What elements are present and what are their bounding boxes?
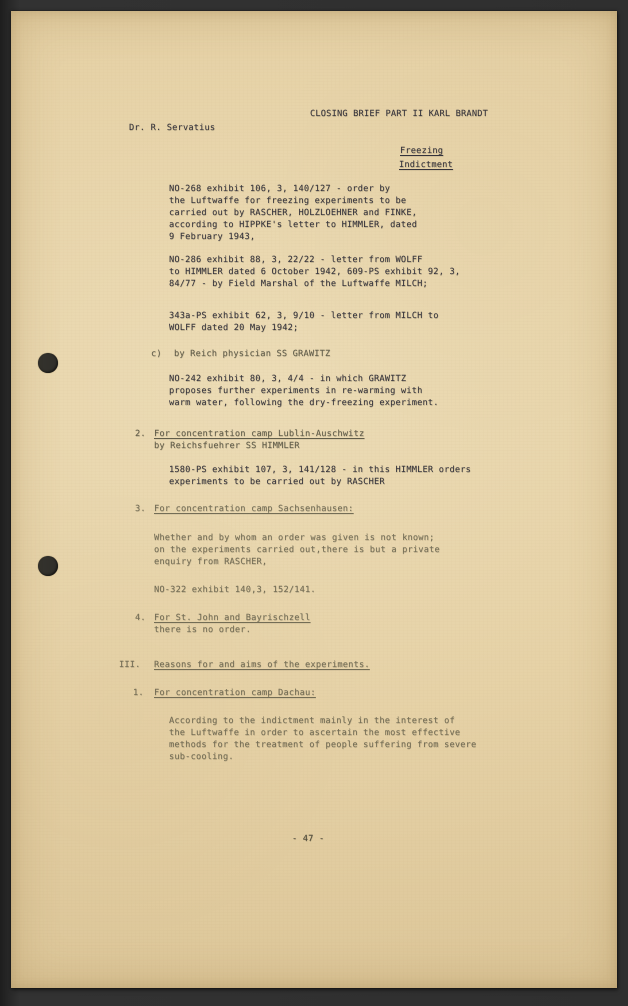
page-number: - 47 - [292,834,325,844]
section-1-marker: 1. [133,688,144,698]
document-header-right: CLOSING BRIEF PART II KARL BRANDT [310,109,488,119]
section-1-body-line: methods for the treatment of people suffering from severe [169,740,477,750]
section-1-body-line: the Luftwaffe in order to ascertain the most effective [169,728,461,738]
section-2-subline: by Reichsfuehrer SS HIMMLER [154,441,300,451]
citation-line: to HIMMLER dated 6 October 1942, 609-PS exhibit 92, 3, [169,267,461,277]
citation-line: NO-322 exhibit 140,3, 152/141. [154,585,316,595]
citation-line: proposes further experiments in re-warming with [169,386,423,396]
citation-line: the Luftwaffe for freezing experiments to be [169,196,407,206]
topic-subheading: Indictment [399,160,453,170]
topic-heading: Freezing [400,146,444,156]
section-2-heading: For concentration camp Lublin-Auschwitz [154,429,365,439]
citation-line: WOLFF dated 20 May 1942; [169,323,299,333]
section-4-marker: 4. [135,613,146,623]
roman-3-heading: Reasons for and aims of the experiments. [154,660,370,670]
section-4-subline: there is no order. [154,625,252,635]
citation-line: 9 February 1943, [169,232,256,242]
list-marker-c: c) [151,349,162,359]
typescript-text-layer [11,11,617,988]
citation-line: carried out by RASCHER, HOLZLOEHNER and FINKE, [169,208,418,218]
section-3-marker: 3. [135,504,146,514]
citation-line: NO-286 exhibit 88, 3, 22/22 - letter from WOLFF [169,255,423,265]
section-1-heading: For concentration camp Dachau: [154,688,316,698]
section-3-body-line: on the experiments carried out,there is but a private [154,545,440,555]
citation-line: NO-268 exhibit 106, 3, 140/127 - order by [169,184,391,194]
citation-line: 84/77 - by Field Marshal of the Luftwaffe MILCH; [169,279,428,289]
section-1-body-line: sub-cooling. [169,752,234,762]
citation-line: 343a-PS exhibit 62, 3, 9/10 - letter from MILCH to [169,311,439,321]
attorney-name: Dr. R. Servatius [129,123,216,133]
citation-line: experiments to be carried out by RASCHER [169,477,385,487]
section-3-heading: For concentration camp Sachsenhausen: [154,504,354,514]
citation-line: according to HIPPKE's letter to HIMMLER, dated [169,220,418,230]
citation-line: 1580-PS exhibit 107, 3, 141/128 - in this HIMMLER orders [169,465,472,475]
citation-line: NO-242 exhibit 80, 3, 4/4 - in which GRAWITZ [169,374,407,384]
citation-line: warm water, following the dry-freezing experiment. [169,398,439,408]
list-item-c-text: by Reich physician SS GRAWITZ [174,349,331,359]
section-3-body-line: Whether and by whom an order was given is not known; [154,533,435,543]
section-1-body-line: According to the indictment mainly in the interest of [169,716,455,726]
section-4-heading: For St. John and Bayrischzell [154,613,311,623]
document-page [11,11,617,988]
section-2-marker: 2. [135,429,146,439]
roman-3-marker: III. [119,660,141,670]
section-3-body-line: enquiry from RASCHER, [154,557,268,567]
